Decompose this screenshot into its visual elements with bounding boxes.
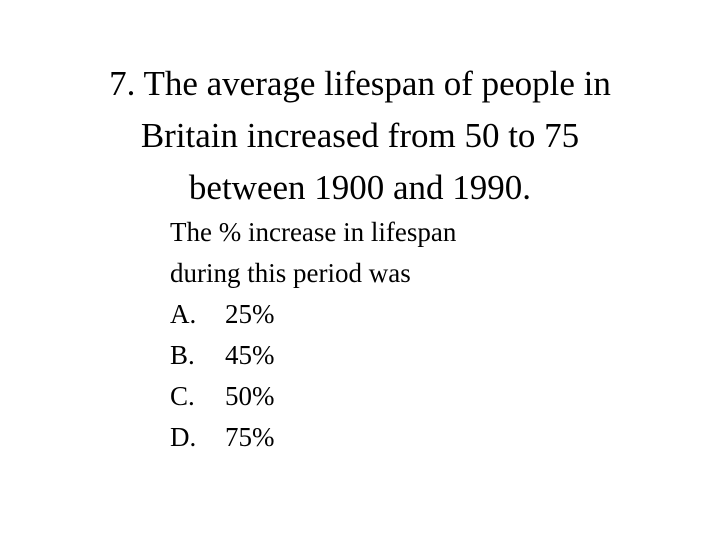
option-d bbox=[170, 417, 630, 458]
question-line-2: during this period was bbox=[170, 258, 411, 288]
question-line-1: The % increase in lifespan bbox=[170, 217, 457, 247]
option-b bbox=[170, 335, 630, 376]
option-a bbox=[170, 294, 630, 335]
option-a-letter: A. bbox=[170, 299, 197, 329]
question-body bbox=[170, 212, 630, 458]
option-d-text: 75% bbox=[225, 422, 275, 452]
title-line-2: Britain increased from 50 to 75 bbox=[140, 116, 580, 155]
option-c-letter: C. bbox=[170, 381, 195, 411]
title-line-3: between 1900 and 1990. bbox=[188, 168, 532, 207]
option-b-letter: B. bbox=[170, 340, 195, 370]
title-line-1: 7. The average lifespan of people in bbox=[109, 64, 611, 103]
slide-title bbox=[60, 58, 660, 214]
option-b-text: 45% bbox=[225, 340, 275, 370]
option-d-letter: D. bbox=[170, 422, 197, 452]
option-c-text: 50% bbox=[225, 381, 275, 411]
option-c bbox=[170, 376, 630, 417]
option-a-text: 25% bbox=[225, 299, 275, 329]
